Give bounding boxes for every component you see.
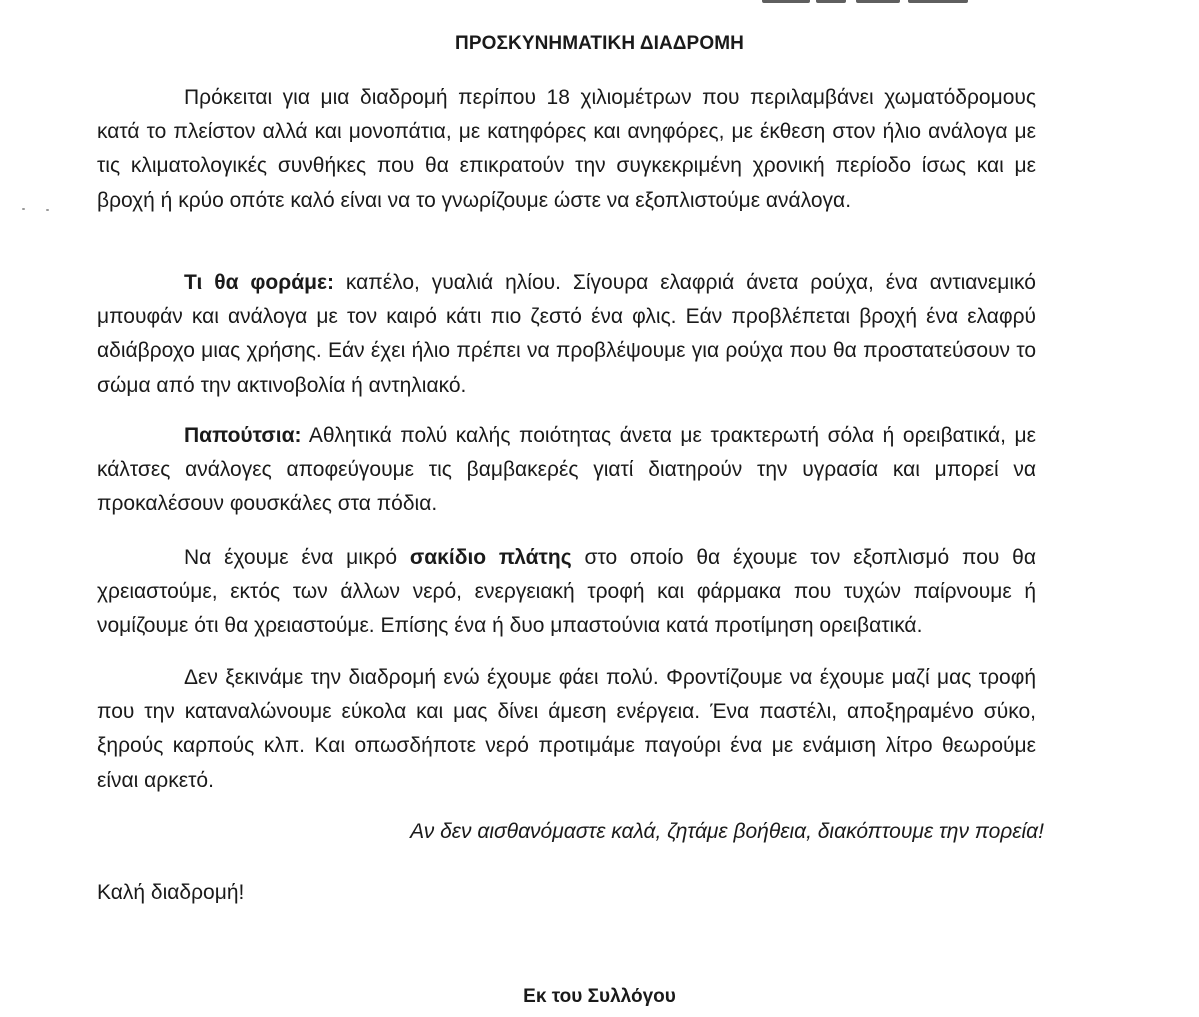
backpack-label: σακίδιο πλάτης	[409, 546, 572, 569]
scan-speck	[22, 208, 25, 210]
clothing-label: Τι θα φοράμε:	[184, 271, 334, 294]
warning-line: Αν δεν αισθανόμαστε καλά, ζητάμε βοήθεια, διακόπτουμε την πορεία!	[410, 820, 1044, 843]
clothing-text: καπέλο, γυαλιά ηλίου. Σίγουρα ελαφριά άνετα ρούχα, ένα αντιανεμικό μπουφάν και ανάλογα με τον καιρό κάτι πιο ζεστό ένα φλις. Εάν προβλέπεται βροχή ένα ελαφρύ αδιάβροχο μιας χρήσης. Εάν έχει ήλιο πρέπει να προβλέψουμε για ρούχα που θα προστατεύσουν το σώμα από την ακτινοβολία ή αντηλιακό.	[97, 271, 1036, 397]
clothing-paragraph	[97, 266, 1036, 403]
farewell-line: Καλή διαδρομή!	[97, 881, 245, 904]
shoes-paragraph	[97, 419, 1036, 522]
signature: Εκ του Συλλόγου	[523, 986, 676, 1007]
backpack-text-before: Να έχουμε ένα μικρό	[184, 546, 410, 569]
shoes-label: Παπούτσια:	[184, 424, 302, 447]
backpack-text-after: στο οποίο θα έχουμε τον εξοπλισμό που θα χρειαστούμε, εκτός των άλλων νερό, ενεργειακή τροφή και φάρμακα που τυχών παίρνουμε ή νομίζουμε ότι θα χρειαστούμε. Επίσης ένα ή δυο μπαστούνια κατά προτίμηση ορειβατικά.	[97, 546, 1036, 638]
scan-speck	[46, 209, 49, 211]
shoes-text: Αθλητικά πολύ καλής ποιότητας άνετα με τρακτερωτή σόλα ή ορειβατικά, με κάλτσες ανάλογες αποφεύγουμε τις βαμβακερές γιατί διατηρούν την υγρασία και μπορεί να προκαλέσουν φουσκάλες στα πόδια.	[97, 424, 1036, 516]
food-paragraph: Δεν ξεκινάμε την διαδρομή ενώ έχουμε φάει πολύ. Φροντίζουμε να έχουμε μαζί μας τροφή που την καταναλώνουμε εύκολα και μας δίνει άμεση ενέργεια. Ένα παστέλι, αποξηραμένο σύκο, ξηρούς καρπούς κλπ. Και οπωσδήποτε νερό προτιμάμε παγούρι ένα με ενάμιση λίτρο θεωρούμε είναι αρκετό.	[97, 666, 1036, 792]
intro-paragraph: Πρόκειται για μια διαδρομή περίπου 18 χιλιομέτρων που περιλαμβάνει χωματόδρομους κατά το πλείστον αλλά και μονοπάτια, με κατηφόρες και ανηφόρες, με έκθεση στον ήλιο ανάλογα με τις κλιματολογικές συνθήκες που θα επικρατούν την συγκεκριμένη χρονική περίοδο ίσως και με βροχή ή κρύο οπότε καλό είναι να το γνωρίζουμε ώστε να εξοπλιστούμε ανάλογα.	[97, 86, 1036, 212]
cropped-header-text	[762, 0, 984, 4]
document-title: ΠΡΟΣΚΥΝΗΜΑΤΙΚΗ ΔΙΑΔΡΟΜΗ	[455, 33, 744, 54]
backpack-paragraph	[97, 541, 1036, 644]
